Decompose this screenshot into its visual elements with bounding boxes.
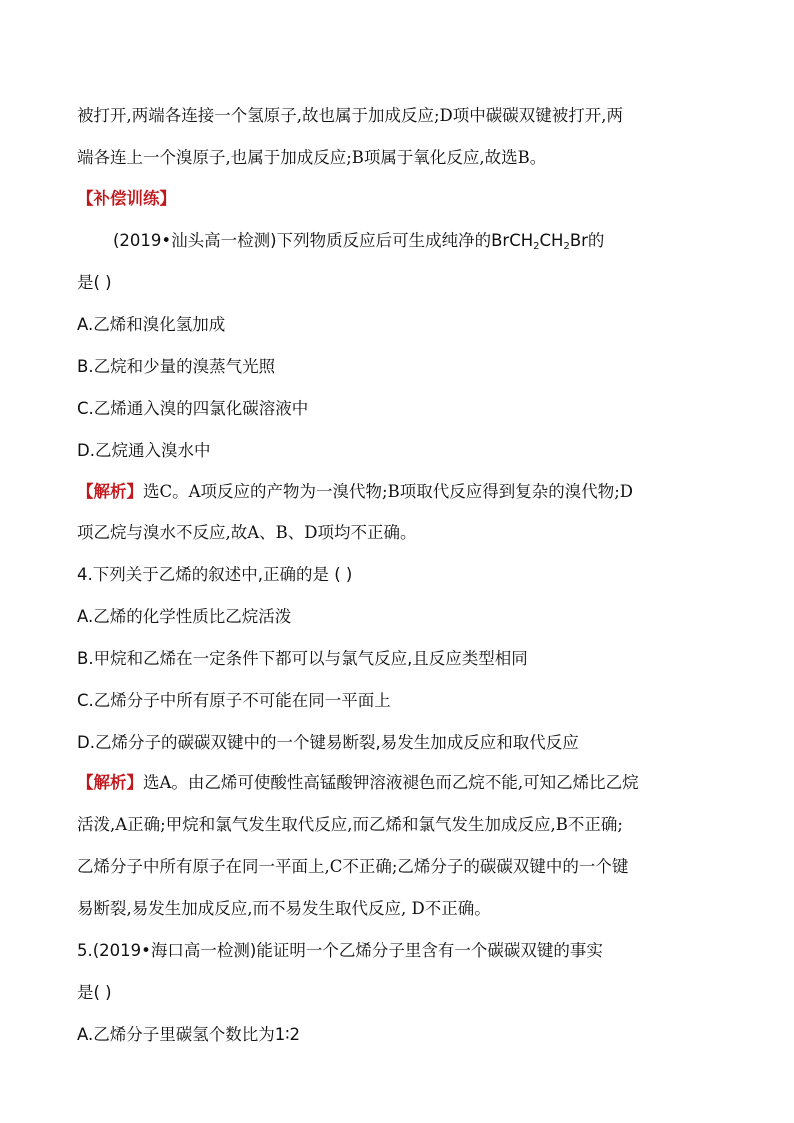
q4-stem: 4.下列关于乙烯的叙述中,正确的是 ( ) <box>77 565 353 584</box>
supplement-question-suffix: Br的 <box>569 231 605 250</box>
q4-option-b: B.甲烷和乙烯在一定条件下都可以与氯气反应,且反应类型相同 <box>77 649 528 668</box>
supplement-option-b: B.乙烷和少量的溴蒸气光照 <box>77 357 276 376</box>
q4-analysis-line-2: 活泼,A正确;甲烷和氯气发生取代反应,而乙烯和氯气发生加成反应,B不正确; <box>77 815 623 834</box>
q5-stem-line-1: 5.(2019•海口高一检测)能证明一个乙烯分子里含有一个碳碳双键的事实 <box>77 941 603 960</box>
analysis-tag: 【解析】 <box>77 482 143 501</box>
analysis-tag: 【解析】 <box>77 773 143 792</box>
q4-analysis-line-3: 乙烯分子中所有原子在同一平面上,C不正确;乙烯分子的碳碳双键中的一个键 <box>77 857 629 876</box>
supplement-option-a: A.乙烯和溴化氢加成 <box>77 315 226 334</box>
supplement-question-line-1 <box>113 229 604 253</box>
analysis-text: 选A。由乙烯可使酸性高锰酸钾溶液褪色而乙烷不能,可知乙烯比乙烷 <box>143 773 639 792</box>
supplement-analysis-line-1 <box>77 480 633 504</box>
supplement-option-c: C.乙烯通入溴的四氯化碳溶液中 <box>77 399 309 418</box>
supplement-analysis-line-2: 项乙烷与溴水不反应,故A、B、D项均不正确。 <box>77 523 417 542</box>
prev-explanation-line-1: 被打开,两端各连接一个氢原子,故也属于加成反应;D项中碳碳双键被打开,两 <box>77 106 624 125</box>
supplement-question-prefix: (2019•汕头高一检测)下列物质反应后可生成纯净的BrCH <box>113 231 534 250</box>
q5-stem-line-2: 是( ) <box>77 983 112 1002</box>
q4-option-d: D.乙烯分子的碳碳双键中的一个键易断裂,易发生加成反应和取代反应 <box>77 733 579 752</box>
formula-mid: CH <box>539 231 564 250</box>
analysis-text: 选C。A项反应的产物为一溴代物;B项取代反应得到复杂的溴代物;D <box>143 482 634 501</box>
q4-option-c: C.乙烯分子中所有原子不可能在同一平面上 <box>77 691 391 710</box>
supplement-question-line-2: 是( ) <box>77 273 112 292</box>
supplement-option-d: D.乙烷通入溴水中 <box>77 441 211 460</box>
supplement-heading: 【补偿训练】 <box>77 189 176 208</box>
formula-subscript-2: 2 <box>563 241 570 252</box>
q5-option-a: A.乙烯分子里碳氢个数比为1∶2 <box>77 1025 301 1044</box>
q4-analysis-line-1 <box>77 771 639 795</box>
q4-option-a: A.乙烯的化学性质比乙烷活泼 <box>77 607 292 626</box>
q4-analysis-line-4: 易断裂,易发生加成反应,而不易发生取代反应, D不正确。 <box>77 899 491 918</box>
formula-subscript-1: 2 <box>533 241 540 252</box>
prev-explanation-line-2: 端各连上一个溴原子,也属于加成反应;B项属于氧化反应,故选B。 <box>77 148 547 167</box>
